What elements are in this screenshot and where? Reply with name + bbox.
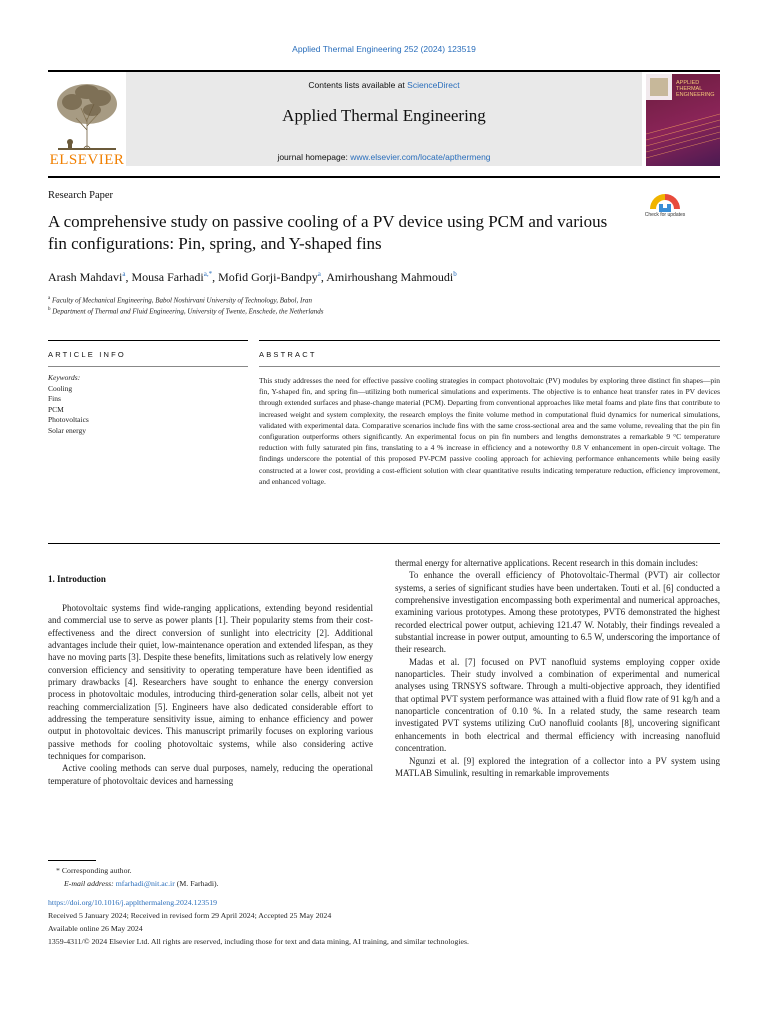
affiliation-text: Department of Thermal and Fluid Engineering, University of Twente, Enschede, the Netherlands	[52, 307, 324, 316]
corresponding-author-note: * Corresponding author.	[56, 866, 132, 875]
author-name[interactable]: Mousa Farhadi	[131, 270, 204, 284]
paragraph: Madas et al. [7] focused on PVT nanofluid systems employing copper oxide nanoparticles. Their study involved a combination of experimental and numerical analyses using TRNSYS software. Through a multi-objective approach, they identified that optimal PVT system performance was attained with a fluid flow rate of 91 kg/h and a nanoparticle concentration of 0.10 %. In a related study, the same research team investigated PVT systems utilizing CuO nanofluid coolants [8], uncovering significant enhancements in both electrical and thermal efficiency with increasing nanofluid concentration.	[395, 656, 720, 754]
paragraph: Ngunzi et al. [9] explored the integration of a collector into a PV system using MATLAB Simulink, resulting in remarkable improvements	[395, 755, 720, 778]
author-affil-sup[interactable]: a	[317, 270, 321, 278]
check-for-updates-label: Check for updates	[644, 212, 686, 218]
journal-cover-thumbnail[interactable]	[646, 74, 720, 166]
author-name[interactable]: Amirhoushang Mahmoudi	[326, 270, 454, 284]
contents-prefix: Contents lists available at	[308, 80, 408, 90]
keywords-list	[48, 384, 89, 436]
keywords-label: Keywords:	[48, 373, 81, 382]
affiliation-sup: b	[48, 307, 51, 312]
author-name[interactable]: Arash Mahdavi	[48, 270, 123, 284]
cover-title: APPLIED THERMAL ENGINEERING	[676, 80, 715, 98]
sciencedirect-link[interactable]: ScienceDirect	[407, 80, 460, 90]
affiliation-b	[48, 307, 324, 315]
copyright-line: 1359-4311/© 2024 Elsevier Ltd. All rights are reserved, including those for text and data mining, AI training, and similar technologies.	[48, 937, 469, 946]
online-date: Available online 26 May 2024	[48, 924, 143, 933]
keyword: Solar energy	[48, 425, 86, 435]
email-label: E-mail address:	[64, 879, 116, 888]
homepage-line	[126, 152, 642, 162]
author-affil-sup[interactable]: b	[453, 270, 457, 278]
affiliation-sup: a	[48, 296, 51, 301]
divider	[259, 366, 720, 367]
journal-title: Applied Thermal Engineering	[282, 106, 486, 125]
abstract-heading: ABSTRACT	[259, 350, 317, 359]
article-type: Research Paper	[48, 190, 114, 201]
divider	[259, 340, 720, 341]
masthead-rule-top	[48, 70, 720, 72]
email-suffix: (M. Farhadi).	[174, 879, 219, 888]
paragraph: thermal energy for alternative applications. Recent research in this domain includes:	[395, 558, 698, 568]
received-dates: Received 5 January 2024; Received in revised form 29 April 2024; Accepted 25 May 2024	[48, 911, 332, 920]
doi-link[interactable]: https://doi.org/10.1016/j.applthermaleng.2024.123519	[48, 898, 217, 907]
journal-citation-link[interactable]: Applied Thermal Engineering 252 (2024) 123519	[292, 44, 476, 54]
keyword: Photovoltaics	[48, 415, 89, 425]
keyword: PCM	[48, 404, 64, 414]
paragraph: Photovoltaic systems find wide-ranging applications, extending beyond residential and commercial use to serve as power plants [1]. Their popularity stems from their cost-effectiveness and the direct conversion of sunlight into electricity [2]. Additional advantages include their quiet, low-maintenance operation and extended lifespan, as they have no moving parts [3]. Despite these benefits, limitations such as relatively low energy conversion efficiency and sensitivity to operating temperature have been identified as primary drawbacks [4]. Researchers have sought to enhance the energy conversion process in photovoltaic modules, introducing third-generation solar cells, albeit not yet reaching commercialization [5]. Engineers have also dedicated considerable effort to addressing the temperature sensitivity issue, aiming to enhance efficiency and power output in photovoltaic devices. This manuscript primarily focuses on exploring various passive methods for cooling photovoltaic systems, while also considering active techniques for comparison.	[48, 603, 373, 762]
email-link[interactable]: mfarhadi@nit.ac.ir	[115, 879, 175, 888]
author-list: Arash Mahdavi$^a$, Mousa Farhadi$^{a,*}$, Mofid Gorji-Bandpy$^a$, Amirhoushang Mahmoudi$^b$	[48, 270, 457, 284]
article-title: A comprehensive study on passive cooling of a PV device using PCM and various fin configurations: Pin, spring, and Y-shaped fins	[48, 212, 608, 253]
author-name[interactable]: Mofid Gorji-Bandpy	[218, 270, 318, 284]
contents-line	[126, 80, 642, 90]
body-column-left	[48, 602, 373, 787]
section-heading-introduction: 1. Introduction	[48, 574, 106, 584]
divider	[48, 340, 248, 341]
email-note	[64, 879, 219, 888]
body-column-right	[395, 557, 720, 779]
divider	[48, 366, 248, 367]
keyword: Cooling	[48, 384, 73, 393]
abstract-text: This study addresses the need for effective passive cooling strategies in compact photovoltaic (PV) modules by exploring three distinct fin shapes—pin fin, Y-shaped fin, and spring fin—utilizing both numerical simulations and experiments. The objective is to enhance heat transfer rates in PV devices through extended surfaces and phase-change material (PCM). Departing from conventional approaches like metal foams and plate fins that contribute to increased weight and system complexity, the research employs the finite volume method in computational fluid dynamics for numerical simulations, validated with experimental data. Comparative scenarios include fins with the same cross-sectional area and the same volume, revealing that the pin fin configuration outperforms others significantly. An experimental focus on pin fin numbers and lengths demonstrates a remarkable 9 °C temperature reduction with fully saturated pin fins, translating to a 4 % increase in efficiency and a noteworthy 0.8 V enhancement in open-circuit voltage. The findings underscore the potential of this proposed PV-PCM passive cooling approach for achieving performance enhancements while being easily constructed at a lower cost, providing a cost-efficient solution with clear quantitative results indicating temperature reduction, efficiency improvement, and enhanced voltage.	[259, 376, 720, 486]
paragraph: To enhance the overall efficiency of Photovoltaic-Thermal (PVT) air collector systems, a series of significant studies have been undertaken. Touti et al. [6] conducted a comprehensive investigation encompassing both experimental and numerical approaches, examining various prototypes. Among these prototypes, PVT6 demonstrated the highest recorded electrical power output, achieving 121.47 W. Notably, their findings revealed a substantial increase in power output, amounting to 6.5 W, underscoring the importance of their research.	[395, 570, 720, 655]
article-info-heading: ARTICLE INFO	[48, 350, 126, 359]
elsevier-wordmark: ELSEVIER	[49, 152, 125, 168]
author-affil-sup[interactable]: a	[122, 270, 126, 278]
keyword: Fins	[48, 394, 61, 404]
footnote-divider	[48, 860, 96, 861]
affiliation-a	[48, 296, 312, 304]
author-affil-sup[interactable]: a,*	[203, 270, 213, 278]
homepage-prefix: journal homepage:	[277, 152, 351, 162]
masthead-rule-bottom	[48, 176, 720, 178]
affiliation-text: Faculty of Mechanical Engineering, Babol Noshirvani University of Technology, Babol, Iran	[51, 296, 313, 305]
divider	[48, 543, 720, 544]
homepage-link[interactable]: www.elsevier.com/locate/apthermeng	[350, 152, 491, 162]
paragraph: Active cooling methods can serve dual purposes, namely, reducing the operational temperature of photovoltaic devices and harnessing	[48, 763, 373, 786]
